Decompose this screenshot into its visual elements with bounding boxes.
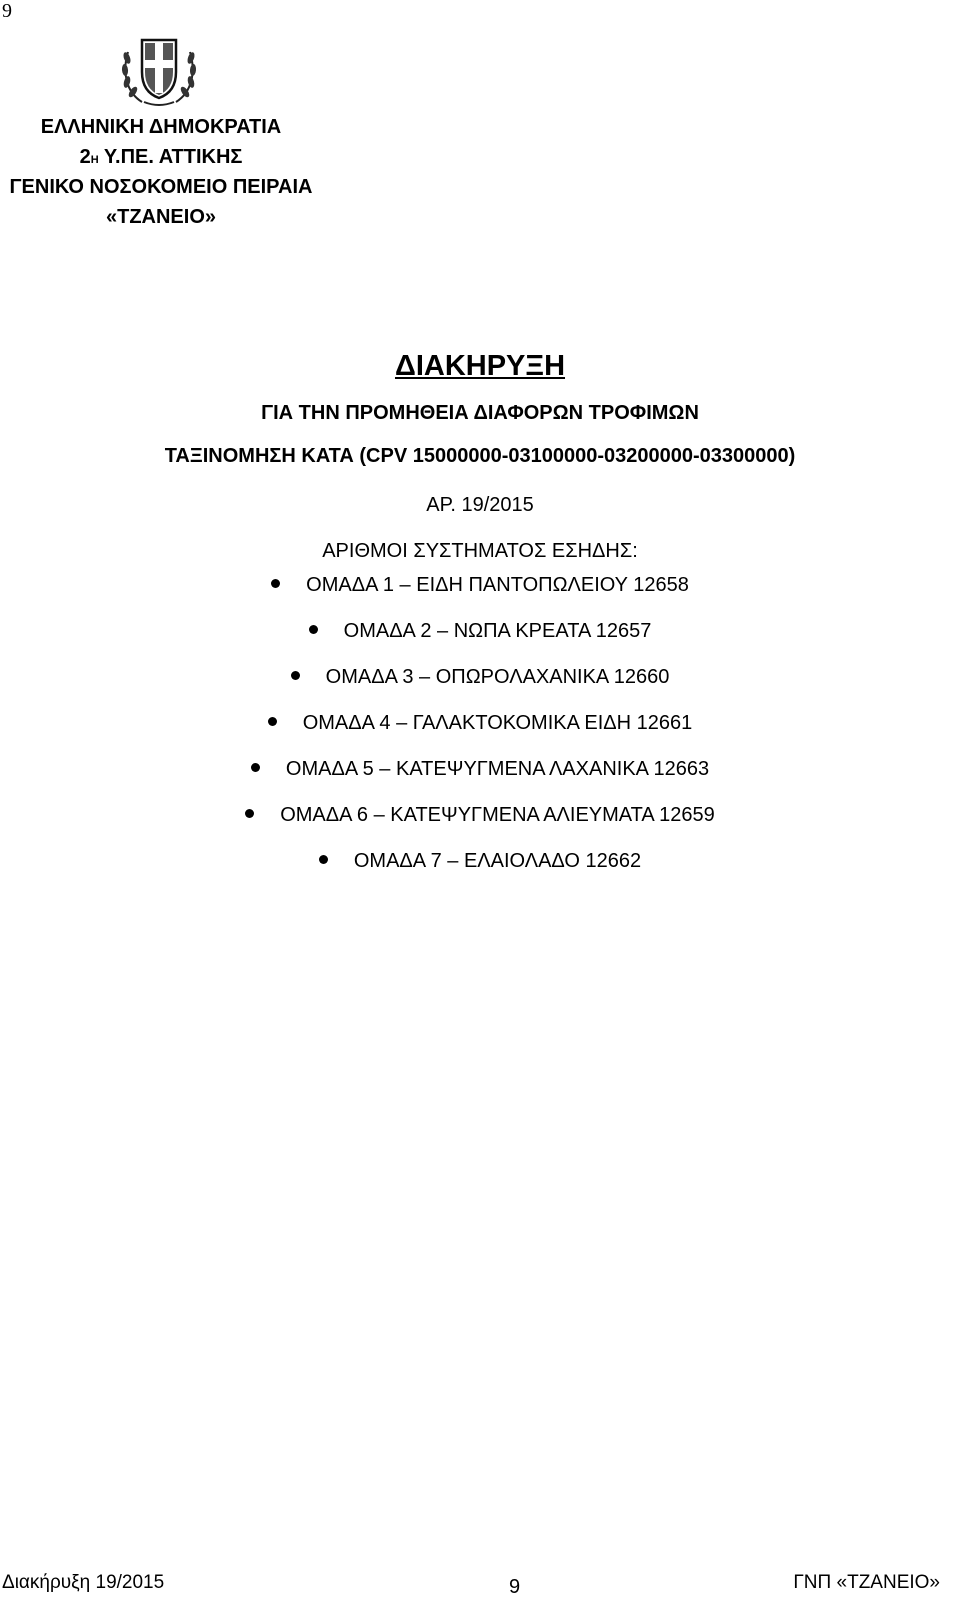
- bullet-icon: [268, 717, 277, 726]
- bullet-icon: [271, 579, 280, 588]
- bullet-icon: [245, 809, 254, 818]
- systems-heading: ΑΡΙΘΜΟΙ ΣΥΣΤΗΜΑΤΟΣ ΕΣΗΔΗΣ:: [322, 540, 638, 562]
- page-number-top: 9: [2, 0, 12, 22]
- authority-line-3: ΓΕΝΙΚΟ ΝΟΣΟΚΟΜΕΙΟ ΠΕΙΡΑΙΑ: [9, 176, 313, 198]
- list-item: ΟΜΑΔΑ 2 – ΝΩΠΑ ΚΡΕΑΤΑ 12657: [0, 616, 960, 646]
- authority-line-2: $2^H$ Υ.ΠΕ. ΑΤΤΙΚΗΣ: [79, 146, 243, 168]
- footer-document-ref: Διακήρυξη 19/2015: [2, 1572, 165, 1593]
- document-number: ΑΡ. 19/2015: [426, 494, 534, 516]
- list-item: ΟΜΑΔΑ 4 – ΓΑΛΑΚΤΟΚΟΜΙΚΑ ΕΙΔΗ 12661: [0, 708, 960, 738]
- bullet-icon: [309, 625, 318, 634]
- authority-line-1: ΕΛΛΗΝΙΚΗ ΔΗΜΟΚΡΑΤΙΑ: [40, 116, 282, 138]
- list-item: ΟΜΑΔΑ 7 – ΕΛΑΙΟΛΑΔΟ 12662: [0, 846, 960, 876]
- document-title: ΔΙΑΚΗΡΥΞΗ: [394, 350, 566, 382]
- footer-organization: ΓΝΠ «ΤΖΑΝΕΙΟ»: [793, 1572, 940, 1593]
- bullet-icon: [319, 855, 328, 864]
- cpv-classification: ΤΑΞΙΝΟΜΗΣΗ ΚΑΤΑ (CPV 15000000-03100000-03200000-03300000): [164, 445, 796, 467]
- list-item: ΟΜΑΔΑ 6 – ΚΑΤΕΨΥΓΜΕΝΑ ΑΛΙΕΥΜΑΤΑ 12659: [0, 800, 960, 830]
- greek-coat-of-arms-icon: [120, 32, 198, 108]
- footer-page-number: 9: [509, 1576, 521, 1598]
- list-item: ΟΜΑΔΑ 1 – ΕΙΔΗ ΠΑΝΤΟΠΩΛΕΙΟΥ 12658: [0, 570, 960, 600]
- bullet-icon: [251, 763, 260, 772]
- list-item: ΟΜΑΔΑ 3 – ΟΠΩΡΟΛΑΧΑΝΙΚΑ 12660: [0, 662, 960, 692]
- bullet-icon: [291, 671, 300, 680]
- list-item: ΟΜΑΔΑ 5 – ΚΑΤΕΨΥΓΜΕΝΑ ΛΑΧΑΝΙΚΑ 12663: [0, 754, 960, 784]
- authority-line-4: «ΤΖΑΝΕΙΟ»: [105, 206, 217, 228]
- document-subtitle: ΓΙΑ ΤΗΝ ΠΡΟΜΗΘΕΙΑ ΔΙΑΦΟΡΩΝ ΤΡΟΦΙΜΩΝ: [261, 402, 699, 424]
- issuing-authority: [0, 112, 322, 232]
